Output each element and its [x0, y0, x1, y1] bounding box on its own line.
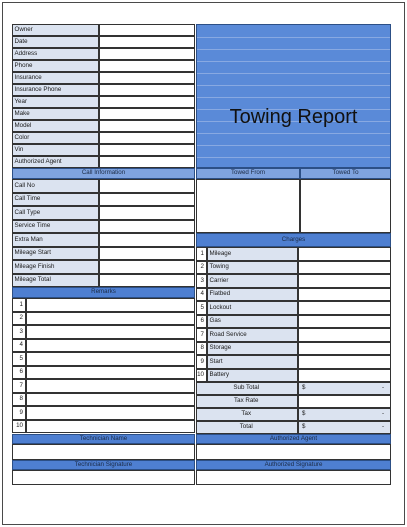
remark-row-number: 4	[12, 339, 26, 353]
call-field-input[interactable]	[99, 233, 195, 247]
banner-rule	[197, 145, 390, 146]
towed-to-header: Towed To	[300, 168, 391, 179]
owner-field-label: Owner	[12, 24, 99, 36]
charge-number: 4	[196, 288, 207, 302]
charge-label: Lockout	[207, 301, 298, 315]
owner-field-label: Insurance	[12, 72, 99, 84]
call-field-label: Mileage Finish	[12, 260, 99, 274]
call-field-input[interactable]	[99, 179, 195, 193]
owner-field-label: Model	[12, 120, 99, 132]
remark-row-number: 8	[12, 393, 26, 407]
charge-amount-field[interactable]	[298, 288, 391, 302]
amount-dash: -	[381, 384, 384, 392]
owner-field-label: Authorized Agent	[12, 156, 99, 168]
charge-amount-field[interactable]	[298, 355, 391, 369]
banner-rule	[197, 61, 390, 62]
call-field-label: Call No	[12, 179, 99, 193]
sub-total-label: Sub Total	[196, 382, 298, 395]
sub-total-value[interactable]	[298, 382, 391, 395]
charge-label: Road Service	[207, 328, 298, 342]
remark-row-number: 5	[12, 352, 26, 366]
title-banner	[196, 24, 391, 168]
call-field-label: Call Time	[12, 193, 99, 207]
charge-number: 1	[196, 247, 207, 261]
charge-label: Start	[207, 355, 298, 369]
charge-number: 2	[196, 261, 207, 275]
charge-amount-field[interactable]	[298, 342, 391, 356]
owner-field-label: Address	[12, 48, 99, 60]
owner-field-input[interactable]	[99, 72, 195, 84]
towed-from-header: Towed From	[196, 168, 300, 179]
charge-label: Mileage	[207, 247, 298, 261]
technician-signature-header: Technician Signature	[12, 460, 195, 470]
tax-label: Tax	[196, 408, 298, 421]
currency-symbol: $	[302, 410, 306, 418]
charge-label: Battery	[207, 369, 298, 383]
towed-to-field[interactable]	[300, 179, 391, 233]
charge-amount-field[interactable]	[298, 328, 391, 342]
remark-row-field[interactable]	[26, 366, 195, 380]
call-field-label: Mileage Start	[12, 247, 99, 261]
remark-row-number: 2	[12, 312, 26, 326]
charge-amount-field[interactable]	[298, 261, 391, 275]
report-title: Towing Report	[229, 106, 358, 128]
remark-row-field[interactable]	[26, 393, 195, 407]
owner-field-input[interactable]	[99, 156, 195, 168]
charge-label: Gas	[207, 315, 298, 329]
charge-number: 10	[196, 369, 207, 383]
charge-amount-field[interactable]	[298, 315, 391, 329]
technician-signature-field[interactable]	[12, 470, 195, 485]
charge-amount-field[interactable]	[298, 274, 391, 288]
banner-rule	[197, 37, 390, 38]
banner-rule	[197, 49, 390, 50]
charge-number: 3	[196, 274, 207, 288]
banner-rule	[197, 133, 390, 134]
owner-field-input[interactable]	[99, 144, 195, 156]
technician-name-header: Technician Name	[12, 434, 195, 444]
remark-row-number: 9	[12, 406, 26, 420]
banner-rule	[197, 97, 390, 98]
amount-dash: -	[381, 423, 384, 431]
charge-label: Towing	[207, 261, 298, 275]
charges-header: Charges	[196, 233, 391, 247]
owner-field-input[interactable]	[99, 60, 195, 72]
charge-label: Storage	[207, 342, 298, 356]
owner-field-label: Vin	[12, 144, 99, 156]
charge-label: Carrier	[207, 274, 298, 288]
owner-field-label: Insurance Phone	[12, 84, 99, 96]
owner-field-label: Date	[12, 36, 99, 48]
call-field-input[interactable]	[99, 220, 195, 234]
owner-field-label: Color	[12, 132, 99, 144]
remarks-header: Remarks	[12, 287, 195, 298]
remark-row-number: 7	[12, 379, 26, 393]
authorized-signature-header: Authorized Signature	[196, 460, 391, 470]
amount-dash: -	[381, 410, 384, 418]
call-information-header: Call Information	[12, 168, 195, 179]
total-value[interactable]	[298, 421, 391, 434]
remark-row-field[interactable]	[26, 339, 195, 353]
call-field-input[interactable]	[99, 274, 195, 288]
call-field-label: Service Time	[12, 220, 99, 234]
owner-field-input[interactable]	[99, 96, 195, 108]
owner-field-label: Phone	[12, 60, 99, 72]
towed-from-field[interactable]	[196, 179, 300, 233]
remark-row-number: 3	[12, 325, 26, 339]
banner-rule	[197, 73, 390, 74]
remark-row-number: 1	[12, 298, 26, 312]
call-field-input[interactable]	[99, 206, 195, 220]
owner-field-input[interactable]	[99, 84, 195, 96]
call-field-label: Extra Man	[12, 233, 99, 247]
charge-amount-field[interactable]	[298, 247, 391, 261]
remark-row-number: 10	[12, 420, 26, 434]
owner-field-input[interactable]	[99, 108, 195, 120]
authorized-signature-field[interactable]	[196, 470, 391, 485]
banner-rule	[197, 85, 390, 86]
charge-number: 8	[196, 342, 207, 356]
charge-number: 7	[196, 328, 207, 342]
total-label: Total	[196, 421, 298, 434]
technician-name-field[interactable]	[12, 444, 195, 460]
tax-rate-value[interactable]	[298, 395, 391, 408]
authorized-agent-field[interactable]	[196, 444, 391, 460]
call-field-label: Mileage Total	[12, 274, 99, 288]
charge-amount-field[interactable]	[298, 369, 391, 383]
owner-field-input[interactable]	[99, 48, 195, 60]
call-field-input[interactable]	[99, 247, 195, 261]
owner-field-input[interactable]	[99, 120, 195, 132]
call-field-input[interactable]	[99, 193, 195, 207]
owner-field-input[interactable]	[99, 24, 195, 36]
remark-row-field[interactable]	[26, 325, 195, 339]
tax-value[interactable]	[298, 408, 391, 421]
remark-row-field[interactable]	[26, 379, 195, 393]
charge-label: Flatbed	[207, 288, 298, 302]
owner-field-label: Year	[12, 96, 99, 108]
remark-row-number: 6	[12, 366, 26, 380]
currency-symbol: $	[302, 384, 306, 392]
remark-row-field[interactable]	[26, 352, 195, 366]
charge-number: 9	[196, 355, 207, 369]
remark-row-field[interactable]	[26, 406, 195, 420]
owner-field-input[interactable]	[99, 36, 195, 48]
tax-rate-label: Tax Rate	[196, 395, 298, 408]
owner-field-label: Make	[12, 108, 99, 120]
remark-row-field[interactable]	[26, 420, 195, 434]
call-field-input[interactable]	[99, 260, 195, 274]
remark-row-field[interactable]	[26, 312, 195, 326]
charge-number: 5	[196, 301, 207, 315]
call-field-label: Call Type	[12, 206, 99, 220]
owner-field-input[interactable]	[99, 132, 195, 144]
charge-amount-field[interactable]	[298, 301, 391, 315]
charge-number: 6	[196, 315, 207, 329]
remark-row-field[interactable]	[26, 298, 195, 312]
authorized-agent-header: Authorized Agent	[196, 434, 391, 444]
banner-rule	[197, 157, 390, 158]
currency-symbol: $	[302, 423, 306, 431]
